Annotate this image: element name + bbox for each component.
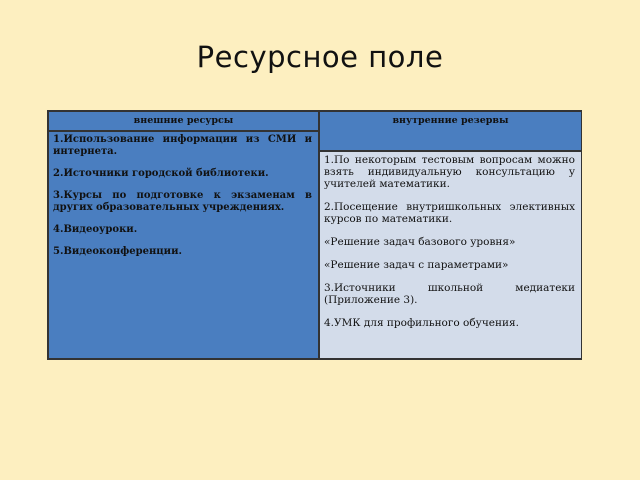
slide-title: Ресурсное поле	[196, 40, 444, 74]
internal-item: 2.Посещение внутришкольных элективных курсов по математики.	[324, 201, 575, 225]
header-external-resources: внешние ресурсы	[48, 111, 319, 131]
internal-item: 4.УМК для профильного обучения.	[324, 317, 519, 329]
internal-item: «Решение задач с параметрами»	[324, 259, 509, 271]
external-item: 1.Использование информации из СМИ и интернета.	[53, 134, 312, 157]
external-item: 3.Курсы по подготовке к экзаменам в других образовательных учреждениях.	[53, 190, 312, 213]
external-resources-cell	[48, 131, 319, 359]
header-internal-reserves: внутренние резервы	[319, 111, 582, 151]
internal-reserves-cell	[319, 151, 582, 359]
external-item: 4.Видеоуроки.	[53, 224, 138, 235]
internal-item: 3.Источники школьной медиатеки (Приложение 3).	[324, 282, 575, 306]
external-item: 2.Источники городской библиотеки.	[53, 168, 269, 179]
resource-table	[47, 110, 582, 360]
internal-item: «Решение задач базового уровня»	[324, 236, 516, 248]
internal-item: 1.По некоторым тестовым вопросам можно взять индивидуальную консультацию у учителей математики.	[324, 154, 575, 190]
external-item: 5.Видеоконференции.	[53, 246, 182, 257]
